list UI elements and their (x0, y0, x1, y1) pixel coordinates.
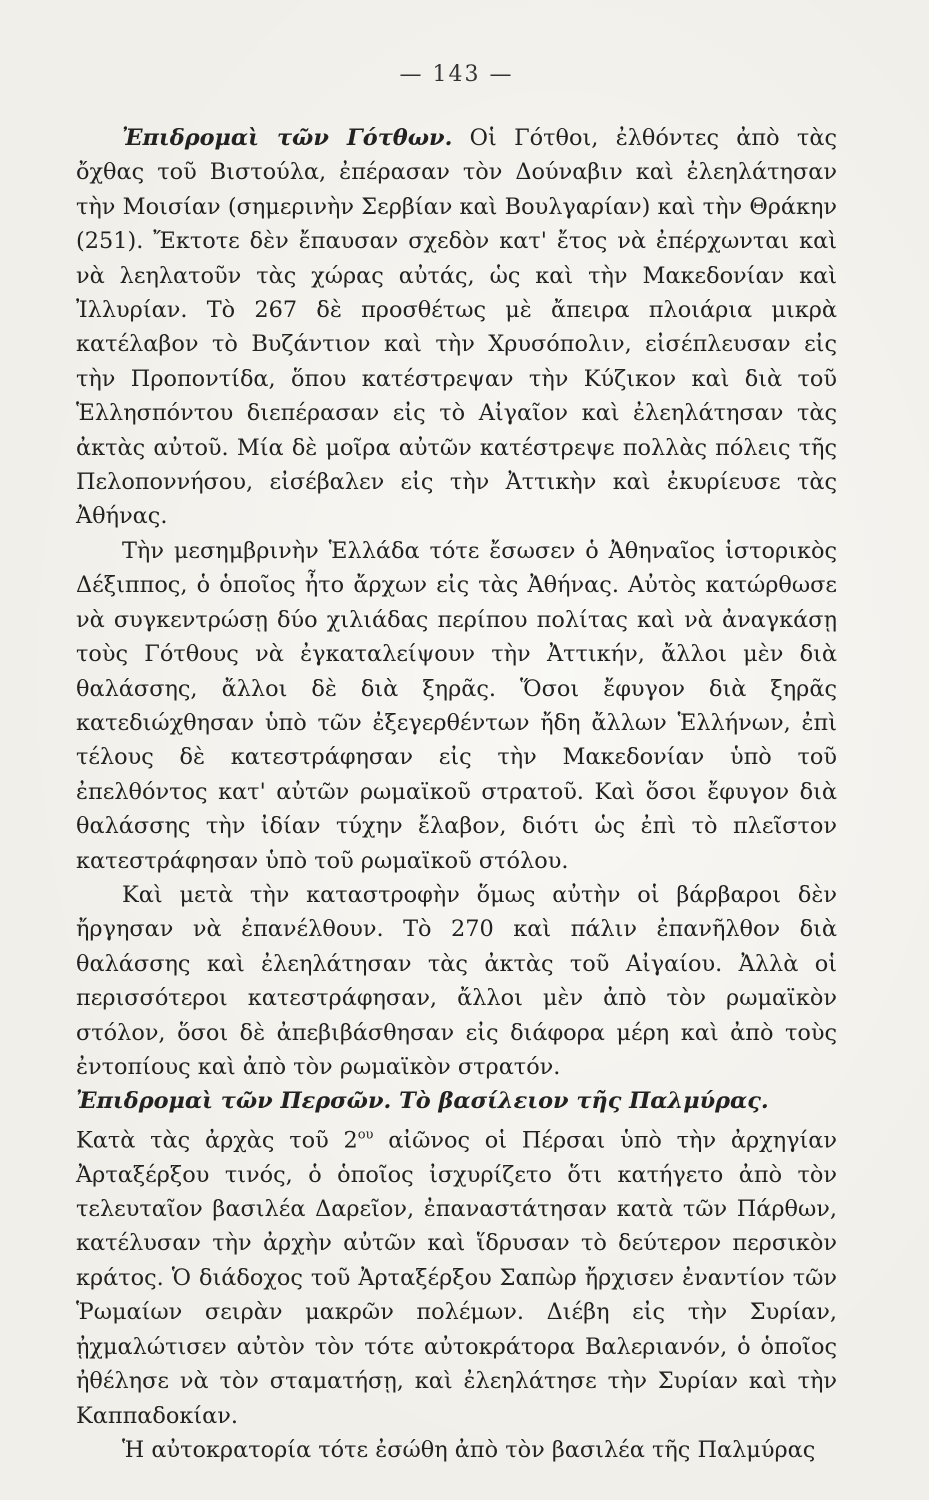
ordinal-suffix: ου (357, 1127, 374, 1143)
page-number: — 143 — (399, 62, 514, 87)
paragraph-goths-raids (76, 121, 837, 534)
paragraph-persians-start: Κατὰ τὰς ἀρχὰς τοῦ 2 (76, 1127, 358, 1154)
paragraph-goths-text: Οἱ Γότθοι, ἐλθόντες ἀπὸ τὰς ὄχθας τοῦ Βιστούλα, ἐπέρασαν τὸν Δούναβιν καὶ ἐλεηλάτησαν τὴν Μοισίαν (σημερινὴν Σερβίαν καὶ Βουλγαρίαν) καὶ τὴν Θράκην (251). Ἔκτοτε δὲν ἔπαυσαν σχεδὸν κατ' ἔτος νὰ ἐπέρχωνται καὶ νὰ λεηλατοῦν τὰς χώρας αὐτάς, ὡς καὶ τὴν Μακεδονίαν καὶ Ἰλλυρίαν. Τὸ 267 δὲ προσθέτως μὲ ἄπειρα πλοιάρια μικρὰ κατέλαβον τὸ Βυζάντιον καὶ τὴν Χρυσόπολιν, εἰσέπλευσαν εἰς τὴν Προποντίδα, ὅπου κατέστρεψαν τὴν Κύζικον καὶ διὰ τοῦ Ἑλλησπόντου διεπέρασαν εἰς τὸ Αἰγαῖον καὶ ἐλεηλάτησαν τὰς ἀκτὰς αὐτοῦ. Μία δὲ μοῖρα αὐτῶν κατέστρεψε πολλὰς πόλεις τῆς Πελοποννήσου, εἰσέβαλεν εἰς τὴν Ἀττικὴν καὶ ἐκυρίευσε τὰς Ἀθήνας. (76, 125, 837, 530)
paragraph-persians-rest: αἰῶνος οἱ Πέρσαι ὑπὸ τὴν ἀρχηγίαν Ἀρταξέρξου τινός, ὁ ὁποῖος ἰσχυρίζετο ὅτι κατήγετο ἀπὸ τὸν τελευταῖον βασιλέα Δαρεῖον, ἐπαναστάτησαν κατὰ τῶν Πάρθων, κατέλυσαν τὴν ἀρχὴν αὐτῶν καὶ ἵδρυσαν τὸ δεύτερον περσικὸν κράτος. Ὁ διάδοχος τοῦ Ἀρταξέρξου Σαπὼρ ἤρχισεν ἐναντίον τῶν Ῥωμαίων σειρὰν μακρῶν πολέμων. Διέβη εἰς τὴν Συρίαν, ᾐχμαλώτισεν αὐτὸν τὸν τότε αὐτοκράτορα Βαλεριανόν, ὁ ὁποῖος ἠθέλησε νὰ τὸν σταματήσῃ, καὶ ἐλεηλάτησε τὴν Συρίαν καὶ τὴν Καππαδοκίαν. (76, 1127, 838, 1429)
section-heading-persians: Ἐπιδρομαὶ τῶν Περσῶν. Τὸ βασίλειον τῆς Παλμύρας. (76, 1088, 769, 1115)
section-heading-goths: Ἐπιδρομαὶ τῶν Γότθων. (122, 125, 453, 151)
paragraph-dexippos: Τὴν μεσημβρινὴν Ἑλλάδα τότε ἔσωσεν ὁ Ἀθηναῖος ἱστορικὸς Δέξιππος, ὁ ὁποῖος ἦτο ἄρχων εἰς τὰς Ἀθήνας. Αὐτὸς κατώρθωσε νὰ συγκεντρώσῃ δύο χιλιάδας περίπου πολίτας καὶ νὰ ἀναγκάσῃ τοὺς Γότθους νὰ ἐγκαταλείψουν τὴν Ἀττικήν, ἄλλοι μὲν διὰ θαλάσσης, ἄλλοι δὲ διὰ ξηρᾶς. Ὅσοι ἔφυγον διὰ ξηρᾶς κατεδιώχθησαν ὑπὸ τῶν ἐξεγερθέντων ἤδη ἄλλων Ἑλλήνων, ἐπὶ τέλους δὲ κατεστράφησαν εἰς τὴν Μακεδονίαν ὑπὸ τοῦ ἐπελθόντος κατ' αὐτῶν ρωμαϊκοῦ στρατοῦ. Καὶ ὅσοι ἔφυγον διὰ θαλάσσης τὴν ἰδίαν τύχην ἔλαβον, διότι ὡς ἐπὶ τὸ πλεῖστον κατεστράφησαν ὑπὸ τοῦ ρωμαϊκοῦ στόλου. (76, 537, 837, 874)
paragraph-palmyra-start: Ἡ αὐτοκρατορία τότε ἐσώθη ἀπὸ τὸν βασιλέα τῆς Παλμύρας (122, 1436, 816, 1463)
ordinal-marker (358, 1127, 374, 1153)
paragraph-return-270: Καὶ μετὰ τὴν καταστροφὴν ὅμως αὐτὴν οἱ βάρβαροι δὲν ἤργησαν νὰ ἐπανέλθουν. Τὸ 270 καὶ πάλιν ἐπανῆλθον διὰ θαλάσσης καὶ ἐλεηλάτησαν τὰς ἀκτὰς τοῦ Αἰγαίου. Ἀλλὰ οἱ περισσότεροι κατεστράφησαν, ἄλλοι μὲν ἀπὸ τὸν ρωμαϊκὸν στόλον, ὅσοι δὲ ἀπεβιβάσθησαν εἰς διάφορα μέρη καὶ ἀπὸ τοὺς ἐντοπίους καὶ ἀπὸ τὸν ρωμαϊκὸν στρατόν. (76, 881, 837, 1080)
paragraph-persians (76, 1119, 837, 1433)
